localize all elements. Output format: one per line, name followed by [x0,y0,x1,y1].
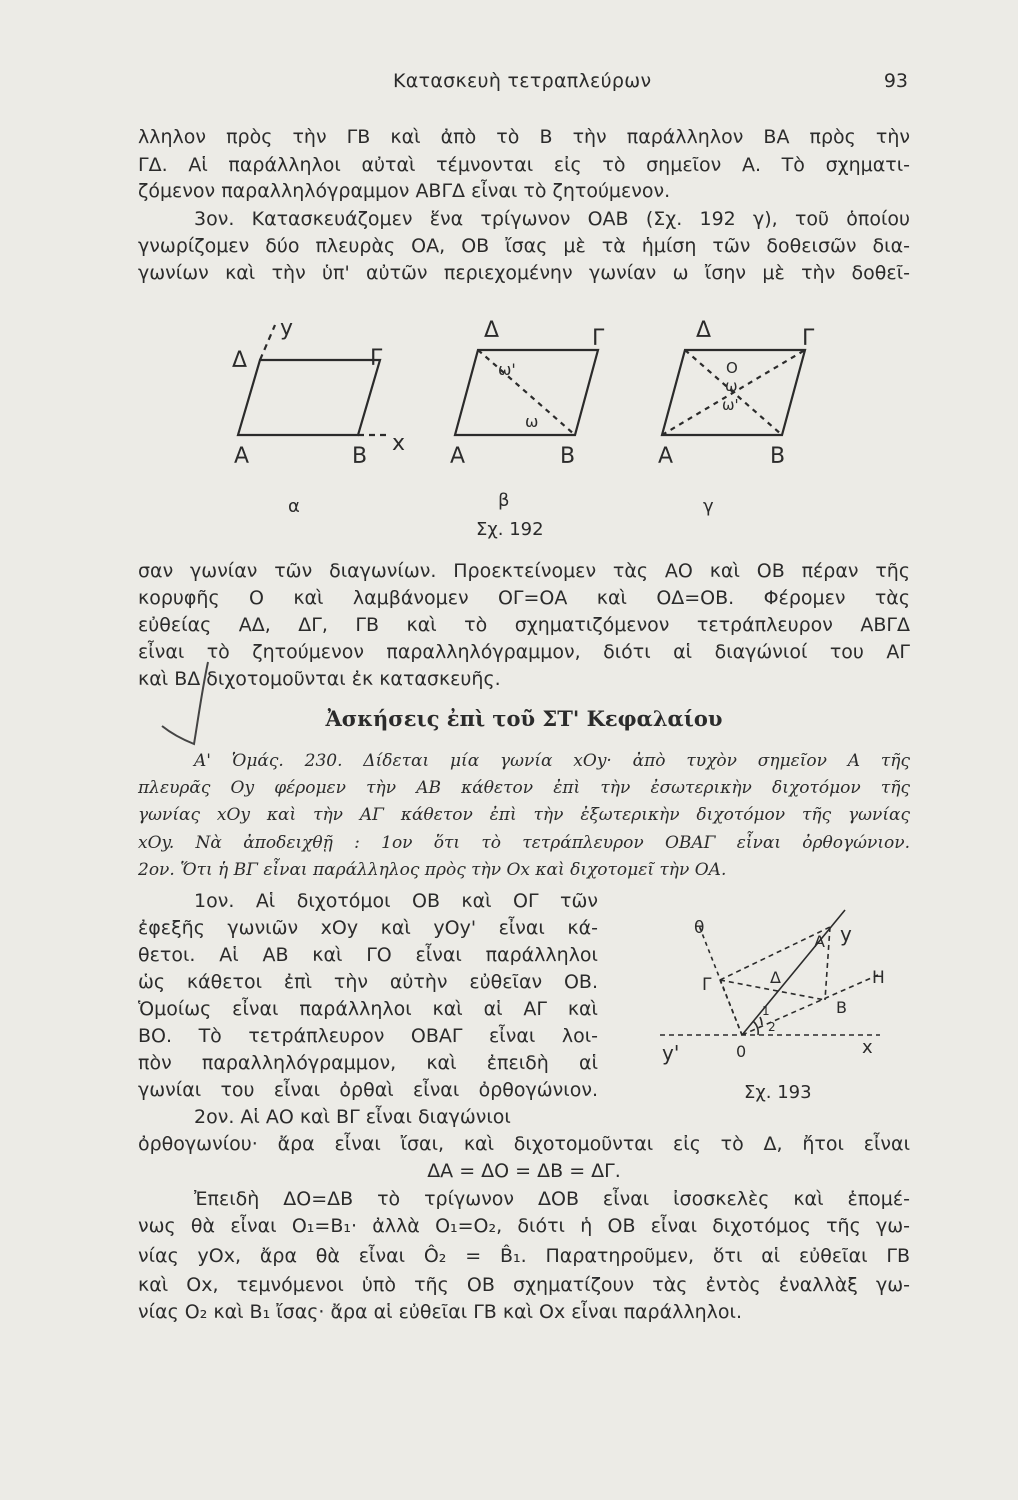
fig193-label-y-prime: y' [662,1041,680,1065]
fig192b-label-B: Β [560,444,576,469]
fig192b-label-w1: ω' [498,360,516,379]
solution-line: ἐφεξῆς γωνιῶν xOy καὶ yOy' εἶναι κά- [138,917,598,939]
fig193-label-2: 2 [768,1020,776,1034]
fig193-label-H: Η [872,968,885,988]
fig193-label-x: x [862,1037,873,1058]
fig192c-label-w2: ω' [722,396,739,414]
solution-line: 1ον. Αἱ διχοτόμοι ΟΒ καὶ ΟΓ τῶν [194,890,598,912]
text-line: λληλον πρὸς τὴν ΓΒ καὶ ἀπὸ τὸ Β τὴν παράλληλον ΒΑ πρὸς τὴν [138,126,910,148]
parallelogram-a [238,360,380,435]
section-heading: Ἀσκήσεις ἐπὶ τοῦ ΣΤ' Κεφαλαίου [325,706,723,731]
exercise-line: Α' Ὁμάς. 230. Δίδεται μία γωνία xOy· ἀπὸ τυχὸν σημεῖον Α τῆς [194,751,910,771]
fig192a-label-A: Α [234,444,250,469]
text-line: ζόμενον παραλληλόγραμμον ΑΒΓΔ εἶναι τὸ ζητούμενον. [138,180,671,202]
exercise-line: πλευρᾶς Oy φέρομεν τὴν ΑΒ κάθετον ἐπὶ τὴν ἐσωτερικὴν διχοτόμον τῆς [138,778,910,798]
fig192c-label-D: Δ [696,318,712,343]
fig192c-label-O: Ο [726,359,738,377]
solution-line: νίας yOx, ἄρα θὰ εἶναι Ô₂ = B̂₁. Παρατηροῦμεν, ὅτι αἱ εὐθεῖαι ΓΒ [138,1245,910,1267]
fig192a-label-x: x [392,431,406,456]
fig192a-label-y: y [280,316,294,341]
fig192c-label-B: Β [770,444,786,469]
fig192c-label-G: Γ [802,326,815,351]
fig192a-label-G: Γ [370,346,383,371]
fig193-label-theta: θ [694,918,705,938]
solution-line: νίας Ο₂ καὶ Β₁ ἴσας· ἄρα αἱ εὐθεῖαι ΓΒ καὶ Ox εἶναι παράλληλοι. [138,1301,743,1323]
fig193-label-D: Δ [770,968,781,987]
text-line: γνωρίζομεν δύο πλευρὰς ΟΑ, ΟΒ ἴσας μὲ τὰ ἡμίση τῶν δοθεισῶν δια- [138,235,910,257]
equation-line: ΔΑ = ΔΟ = ΔΒ = ΔΓ. [427,1160,621,1182]
fig192b-label-D: Δ [484,318,500,343]
fig193-label-O: 0 [736,1042,747,1061]
fig192b-label-w2: ω [525,412,539,431]
fig192c-label-A: Α [658,444,674,469]
fig193-label-G: Γ [702,975,712,995]
page-header [138,70,908,100]
fig192c-label-w1: ω [725,377,738,395]
solution-line: πὸν παραλληλόγραμμον, καὶ ἐπειδὴ αἱ [138,1052,598,1074]
solution-line: 2ον. Αἱ ΑΟ καὶ ΒΓ εἶναι διαγώνιοι [194,1106,511,1128]
fig192a-label-B: Β [352,444,368,469]
solution-line: ὡς κάθετοι ἐπὶ τὴν αὐτὴν εὐθεῖαν ΟΒ. [138,971,598,993]
fig192-sublabel-b: β [498,490,510,511]
fig192-sublabel-a: α [288,496,300,517]
solution-line: Ὁμοίως εἶναι παράλληλοι καὶ αἱ ΑΓ καὶ [138,998,598,1020]
figure-192 [220,305,840,475]
fig193-label-B: Β [836,998,847,1017]
fig193-caption: Σχ. 193 [744,1082,812,1103]
fig193-label-A: Α [814,932,825,951]
fig192b-label-G: Γ [592,326,605,351]
fig193-label-1: 1 [762,1004,770,1018]
text-line: ΓΔ. Αἱ παράλληλοι αὐταὶ τέμνονται εἰς τὸ σημεῖον Α. Τὸ σχηματι- [138,154,910,176]
text-line: 3ον. Κατασκευάζομεν ἕνα τρίγωνον ΟΑΒ (Σχ. 192 γ), τοῦ ὁποίου [194,208,910,230]
text-line: σαν γωνίαν τῶν διαγωνίων. Προεκτείνομεν τὰς ΑΟ καὶ ΟΒ πέραν τῆς [138,560,910,582]
exercise-line: γωνίας xOy καὶ τὴν ΑΓ κάθετον ἐπὶ τὴν ἐξωτερικὴν διχοτόμον τῆς γωνίας [138,805,910,825]
fig192a-label-D: Δ [232,348,248,373]
solution-line: γωνίαι του εἶναι ὀρθαὶ εἶναι ὀρθογώνιον. [138,1079,598,1101]
solution-line: Ἐπειδὴ ΔΟ=ΔΒ τὸ τρίγωνον ΔΟΒ εἶναι ἰσοσκελὲς καὶ ἑπομέ- [194,1188,910,1210]
solution-line: θετοι. Αἱ ΑΒ καὶ ΓΟ εἶναι παράλληλοι [138,944,598,966]
solution-line: ΒΟ. Τὸ τετράπλευρον ΟΒΑΓ εἶναι λοι- [138,1025,598,1047]
text-line: εἶναι τὸ ζητούμενον παραλληλόγραμμον, διότι αἱ διαγώνιοί του ΑΓ [138,641,910,663]
figure-193 [650,905,890,1075]
solution-line: καὶ Ox, τεμνόμενοι ὑπὸ τῆς ΟΒ σχηματίζουν τὰς ἐντὸς ἐναλλὰξ γω- [138,1274,910,1296]
fig193-label-y: y [840,922,852,946]
text-line: εὐθείας ΑΔ, ΔΓ, ΓΒ καὶ τὸ σχηματιζόμενον τετράπλευρον ΑΒΓΔ [138,614,910,636]
text-line: γωνίων καὶ τὴν ὑπ' αὐτῶν περιεχομένην γωνίαν ω ἴσην μὲ τὴν δοθεῖ- [138,262,910,284]
exercise-line: xOy. Νὰ ἀποδειχθῇ : 1ον ὅτι τὸ τετράπλευρον ΟΒΑΓ εἶναι ὀρθογώνιον. [138,833,910,853]
fig192-sublabel-c: γ [703,496,714,517]
fig192-caption: Σχ. 192 [476,519,544,540]
fig192b-label-A: Α [450,444,466,469]
exercise-line: 2ον. Ὅτι ἡ ΒΓ εἶναι παράλληλος πρὸς τὴν Ox καὶ διχοτομεῖ τὴν ΟΑ. [138,860,727,880]
running-title: Κατασκευὴ τετραπλεύρων [393,70,652,92]
text-line: κορυφῆς Ο καὶ λαμβάνομεν ΟΓ=ΟΑ καὶ ΟΔ=ΟΒ. Φέρομεν τὰς [138,587,910,609]
solution-line: ὀρθογωνίου· ἄρα εἶναι ἴσαι, καὶ διχοτομοῦνται εἰς τὸ Δ, ἤτοι εἶναι [138,1133,910,1155]
solution-line: νως θὰ εἶναι Ο₁=Β₁· ἀλλὰ Ο₁=Ο₂, διότι ἡ ΟΒ εἶναι διχοτόμος τῆς γω- [138,1215,910,1237]
page-number: 93 [883,70,908,92]
pen-mark [158,660,218,750]
text-line: καὶ ΒΔ διχοτομοῦνται ἐκ κατασκευῆς. [138,668,501,690]
